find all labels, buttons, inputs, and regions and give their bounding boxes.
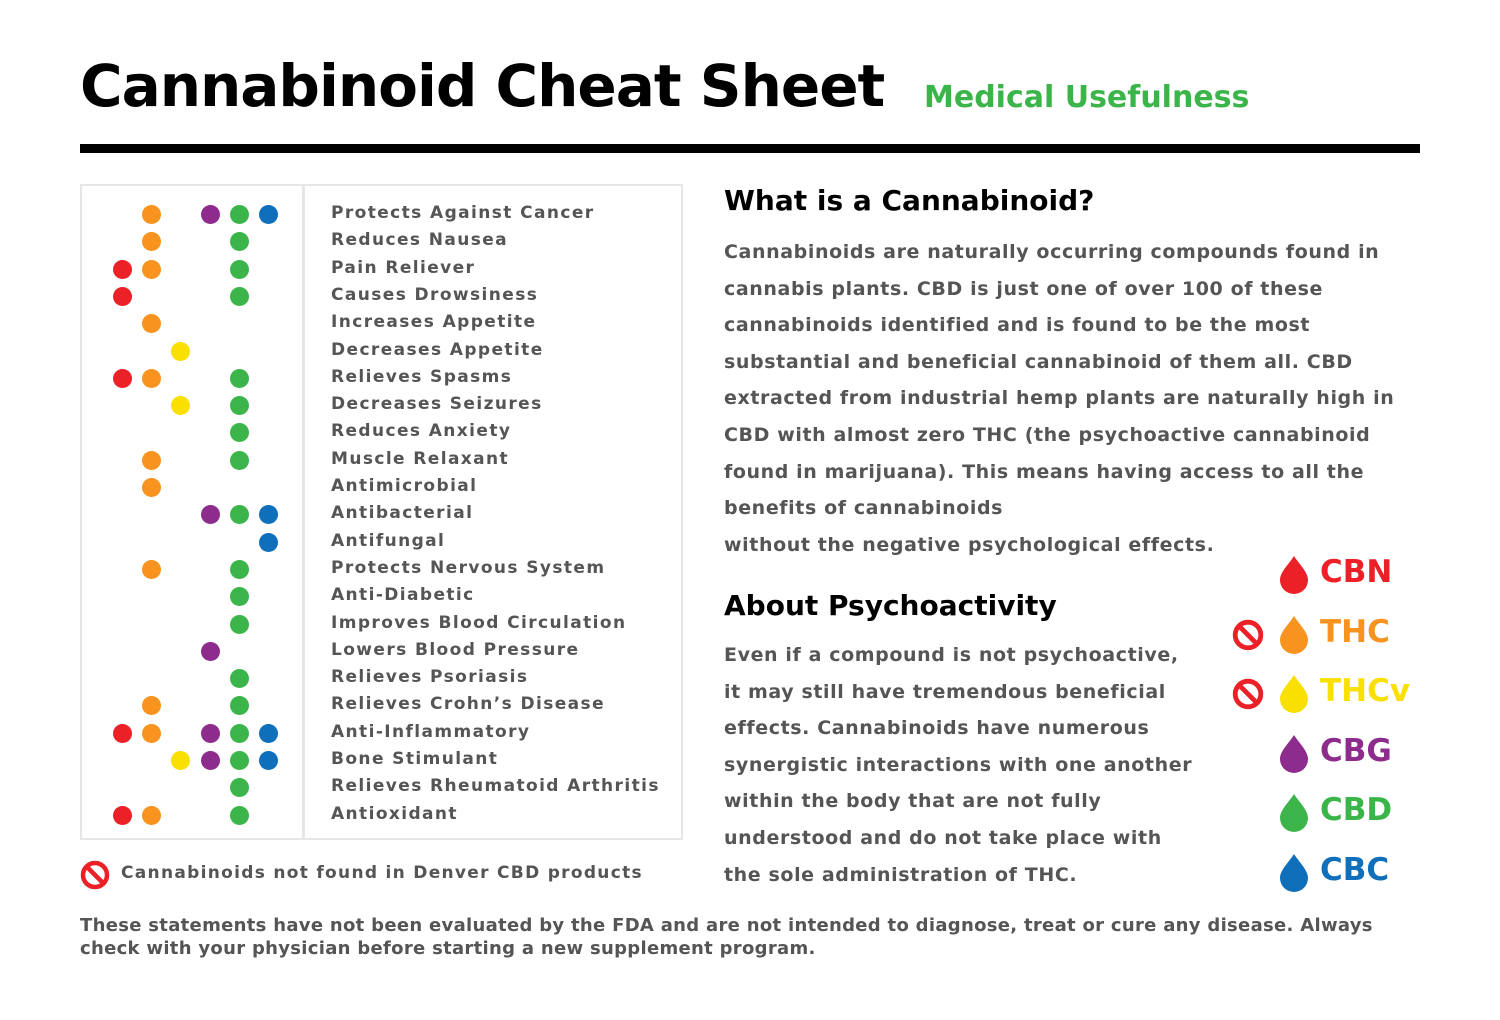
dot-thcv <box>171 396 190 415</box>
benefit-row <box>82 228 681 255</box>
paragraph-line: effects. Cannabinoids have numerous <box>724 717 1150 740</box>
benefit-label: Anti-Inflammatory <box>331 721 531 742</box>
dot-cbn <box>113 369 132 388</box>
dot-cbd <box>230 669 249 688</box>
dot-cbd <box>230 615 249 634</box>
legend-label: CBC <box>1320 851 1390 888</box>
paragraph-line: within the body that are not fully <box>724 790 1102 813</box>
dot-cbc <box>259 751 278 770</box>
legend-label: THCv <box>1320 673 1411 709</box>
benefit-row <box>82 774 681 801</box>
benefit-label: Decreases Appetite <box>331 339 544 360</box>
ban-icon <box>80 860 110 890</box>
dot-cbd <box>230 806 249 825</box>
droplet-icon <box>1278 554 1310 594</box>
dot-thc <box>142 260 161 279</box>
benefit-row <box>82 692 681 719</box>
benefit-row <box>82 392 681 419</box>
paragraph-line: extracted from industrial hemp plants are naturally high in <box>724 387 1395 410</box>
benefit-row <box>82 338 681 365</box>
benefit-label: Relieves Rheumatoid Arthritis <box>331 776 660 797</box>
dot-thc <box>142 806 161 825</box>
benefit-row <box>82 365 681 392</box>
paragraph-line: understood and do not take place with <box>724 826 1162 849</box>
dot-cbd <box>230 287 249 306</box>
benefit-label: Bone Stimulant <box>331 749 499 769</box>
benefit-row <box>82 310 681 337</box>
benefit-row <box>82 583 681 610</box>
dot-thc <box>142 451 161 470</box>
dot-cbd <box>230 423 249 442</box>
paragraph-line: cannabinoids identified and is found to be the most <box>724 314 1311 337</box>
benefit-label: Anti-Diabetic <box>331 585 475 606</box>
paragraph-line: without the negative psychological effects. <box>724 533 1215 556</box>
dot-cbc <box>259 505 278 524</box>
legend-label: CBN <box>1320 554 1393 590</box>
page-title: Cannabinoid Cheat Sheet <box>80 52 885 120</box>
dot-cbg <box>201 724 220 743</box>
benefit-row <box>82 556 681 583</box>
fda-disclaimer: These statements have not been evaluated by the FDA and are not intended to diagnose, treat or cure any disease. Always check with your physician before starting a new supplement program. <box>80 915 1373 959</box>
paragraph-line: substantial and beneficial cannabinoid of them all. CBD <box>724 350 1353 373</box>
benefit-row <box>82 747 681 774</box>
dot-cbg <box>201 751 220 770</box>
legend-item-thcv <box>1228 669 1428 719</box>
benefit-label: Improves Blood Circulation <box>331 612 627 633</box>
benefit-label: Muscle Relaxant <box>331 448 510 469</box>
benefit-row <box>82 283 681 310</box>
benefit-row <box>82 638 681 665</box>
dot-cbd <box>230 205 249 224</box>
note-text: Cannabinoids not found in Denver CBD products <box>121 863 643 883</box>
paragraph-line: synergistic interactions with one another <box>724 753 1193 776</box>
paragraph-line: Even if a compound is not psychoactive, <box>724 644 1179 666</box>
paragraph-line: Cannabinoids are naturally occurring compounds found in <box>724 241 1380 263</box>
paragraph-line: found in marijuana). This means having access to all the <box>724 460 1365 483</box>
paragraph-line: cannabis plants. CBD is just one of over 100 of these <box>724 277 1323 300</box>
psychoactivity-heading: About Psychoactivity <box>724 589 1057 622</box>
paragraph-line: CBD with almost zero THC (the psychoactive cannabinoid <box>724 423 1371 446</box>
droplet-icon <box>1278 733 1310 773</box>
benefit-row <box>82 720 681 747</box>
page-subtitle: Medical Usefulness <box>924 80 1250 115</box>
benefit-label: Causes Drowsiness <box>331 284 539 305</box>
dot-thc <box>142 369 161 388</box>
benefit-label: Antifungal <box>331 530 446 551</box>
dot-thcv <box>171 751 190 770</box>
legend-item-thc <box>1228 610 1428 660</box>
benefit-row <box>82 474 681 501</box>
dot-thc <box>142 314 161 333</box>
ban-icon <box>1232 678 1264 710</box>
dot-cbd <box>230 451 249 470</box>
droplet-icon <box>1278 614 1310 654</box>
paragraph-line: benefits of cannabinoids <box>724 497 1004 520</box>
droplet-icon <box>1278 852 1310 892</box>
benefit-label: Lowers Blood Pressure <box>331 639 580 660</box>
legend-item-cbd <box>1228 788 1428 838</box>
legend-label: CBD <box>1320 792 1393 828</box>
benefit-row <box>82 611 681 638</box>
dot-cbg <box>201 205 220 224</box>
benefit-label: Increases Appetite <box>331 312 537 333</box>
legend-item-cbn <box>1228 550 1428 600</box>
dot-cbn <box>113 806 132 825</box>
legend-item-cbc <box>1228 848 1428 898</box>
psychoactivity-paragraph <box>724 637 1192 893</box>
benefits-table <box>80 184 683 840</box>
legend-label: THC <box>1320 613 1390 650</box>
dot-thcv <box>171 342 190 361</box>
dot-cbd <box>230 396 249 415</box>
dot-thc <box>142 232 161 251</box>
benefit-label: Reduces Nausea <box>331 230 509 251</box>
benefit-label: Protects Against Cancer <box>331 203 595 223</box>
benefit-label: Antimicrobial <box>331 476 478 496</box>
dot-thc <box>142 696 161 715</box>
benefit-row <box>82 419 681 446</box>
paragraph-line: it may still have tremendous beneficial <box>724 680 1166 703</box>
cannabinoid-legend <box>1228 550 1428 890</box>
benefit-label: Antibacterial <box>331 503 474 524</box>
dot-cbd <box>230 505 249 524</box>
dot-cbn <box>113 724 132 743</box>
benefit-label: Relieves Psoriasis <box>331 667 529 688</box>
droplet-icon <box>1278 792 1310 832</box>
dot-cbd <box>230 587 249 606</box>
dot-cbd <box>230 560 249 579</box>
dot-cbc <box>259 205 278 224</box>
dot-cbd <box>230 260 249 279</box>
benefit-row <box>82 256 681 283</box>
benefit-row <box>82 447 681 474</box>
dot-cbd <box>230 751 249 770</box>
dot-cbc <box>259 724 278 743</box>
dot-thc <box>142 724 161 743</box>
ban-icon <box>1232 619 1264 651</box>
dot-thc <box>142 205 161 224</box>
benefit-label: Reduces Anxiety <box>331 421 512 442</box>
legend-label: CBG <box>1320 732 1392 769</box>
benefit-row <box>82 665 681 692</box>
legend-item-cbg <box>1228 729 1428 779</box>
dot-cbg <box>201 505 220 524</box>
benefit-row <box>82 529 681 556</box>
dot-thc <box>142 478 161 497</box>
benefit-row <box>82 201 681 228</box>
dot-cbd <box>230 696 249 715</box>
dot-cbg <box>201 642 220 661</box>
benefit-label: Pain Reliever <box>331 257 476 278</box>
dot-thc <box>142 560 161 579</box>
benefit-label: Relieves Spasms <box>331 366 513 387</box>
dot-cbn <box>113 260 132 279</box>
dot-cbd <box>230 778 249 797</box>
what-is-paragraph <box>724 234 1394 563</box>
benefit-label: Antioxidant <box>331 803 458 824</box>
dot-cbd <box>230 724 249 743</box>
dot-cbd <box>230 369 249 388</box>
what-is-heading: What is a Cannabinoid? <box>724 184 1095 217</box>
benefit-label: Decreases Seizures <box>331 394 543 415</box>
dot-cbc <box>259 533 278 552</box>
benefit-label: Protects Nervous System <box>331 557 606 578</box>
droplet-icon <box>1278 673 1310 713</box>
benefit-row <box>82 802 681 829</box>
dot-cbd <box>230 232 249 251</box>
dot-cbn <box>113 287 132 306</box>
paragraph-line: the sole administration of THC. <box>724 863 1078 886</box>
benefit-label: Relieves Crohn’s Disease <box>331 694 605 715</box>
header-divider <box>80 144 1420 153</box>
benefit-row <box>82 501 681 528</box>
